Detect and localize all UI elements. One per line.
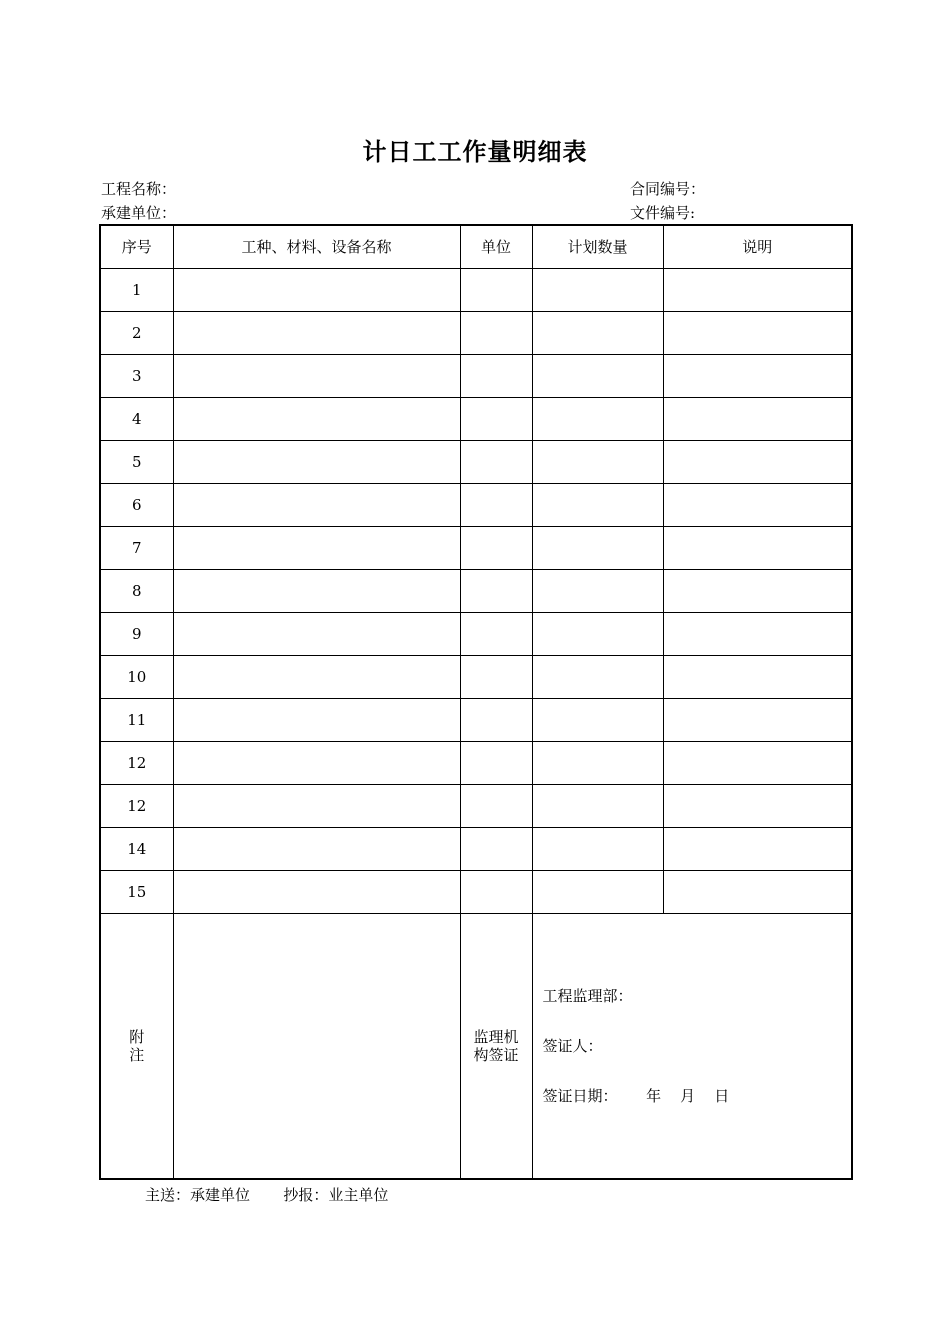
row-unit-cell[interactable] [460,441,532,484]
table-row [100,441,852,484]
row-planned-qty-cell[interactable] [532,613,663,656]
table-row [100,828,852,871]
supervision-dept-label: 工程监理部： [542,987,633,1005]
table-row [100,613,852,656]
header-planned-qty: 计划数量 [532,225,663,269]
row-seq-cell: 3 [100,355,173,398]
row-planned-qty-cell[interactable] [532,355,663,398]
row-seq-cell: 7 [100,527,173,570]
row-item-name-cell[interactable] [173,785,460,828]
row-seq-cell: 8 [100,570,173,613]
table-row [100,527,852,570]
document-title: 计日工工作量明细表 [362,138,588,166]
row-remarks-cell[interactable] [663,527,852,570]
row-remarks-cell[interactable] [663,355,852,398]
row-item-name-cell[interactable] [173,871,460,914]
table-row [100,656,852,699]
worklog-table [99,224,853,1180]
row-item-name-cell[interactable] [173,742,460,785]
row-remarks-cell[interactable] [663,699,852,742]
signer-label: 签证人： [542,1037,603,1055]
sign-date-label: 签证日期： 年 月 日 [542,1087,730,1105]
row-remarks-cell[interactable] [663,312,852,355]
row-unit-cell[interactable] [460,871,532,914]
row-remarks-cell[interactable] [663,742,852,785]
row-planned-qty-cell[interactable] [532,570,663,613]
row-seq-cell: 6 [100,484,173,527]
table-row [100,269,852,312]
row-unit-cell[interactable] [460,484,532,527]
table-row [100,742,852,785]
row-unit-cell[interactable] [460,570,532,613]
row-seq-cell: 2 [100,312,173,355]
row-seq-cell: 12 [100,742,173,785]
row-item-name-cell[interactable] [173,441,460,484]
row-planned-qty-cell[interactable] [532,269,663,312]
row-remarks-cell[interactable] [663,871,852,914]
row-unit-cell[interactable] [460,527,532,570]
row-remarks-cell[interactable] [663,785,852,828]
row-unit-cell[interactable] [460,699,532,742]
project-name-label: 工程名称： [101,180,177,198]
row-item-name-cell[interactable] [173,656,460,699]
row-remarks-cell[interactable] [663,441,852,484]
row-seq-cell: 11 [100,699,173,742]
notes-content[interactable] [173,914,460,1180]
row-seq-cell: 5 [100,441,173,484]
row-unit-cell[interactable] [460,656,532,699]
table-row [100,785,852,828]
row-unit-cell[interactable] [460,269,532,312]
row-seq-cell: 14 [100,828,173,871]
row-planned-qty-cell[interactable] [532,441,663,484]
notes-row [100,914,852,1180]
row-unit-cell[interactable] [460,828,532,871]
table-row [100,355,852,398]
row-item-name-cell[interactable] [173,613,460,656]
supervisor-label: 监理机 构签证 [460,914,532,1180]
row-seq-cell: 4 [100,398,173,441]
row-item-name-cell[interactable] [173,699,460,742]
row-seq-cell: 10 [100,656,173,699]
row-unit-cell[interactable] [460,312,532,355]
contract-no-label: 合同编号： [630,180,706,198]
header-remarks: 说明 [663,225,852,269]
row-item-name-cell[interactable] [173,570,460,613]
row-unit-cell[interactable] [460,742,532,785]
row-unit-cell[interactable] [460,355,532,398]
table-row [100,871,852,914]
row-unit-cell[interactable] [460,613,532,656]
row-item-name-cell[interactable] [173,484,460,527]
row-item-name-cell[interactable] [173,355,460,398]
row-seq-cell: 15 [100,871,173,914]
row-item-name-cell[interactable] [173,828,460,871]
row-planned-qty-cell[interactable] [532,828,663,871]
row-seq-cell: 9 [100,613,173,656]
table-row [100,398,852,441]
row-remarks-cell[interactable] [663,570,852,613]
table-row [100,570,852,613]
row-item-name-cell[interactable] [173,269,460,312]
row-item-name-cell[interactable] [173,312,460,355]
row-seq-cell: 1 [100,269,173,312]
notes-label: 附 注 [100,914,173,1180]
row-planned-qty-cell[interactable] [532,742,663,785]
row-item-name-cell[interactable] [173,398,460,441]
row-remarks-cell[interactable] [663,656,852,699]
file-no-label: 文件编号: [630,204,696,222]
contractor-label: 承建单位： [101,204,177,222]
row-planned-qty-cell[interactable] [532,785,663,828]
table-row [100,699,852,742]
footer-distribution: 主送：承建单位 抄报：业主单位 [145,1186,389,1204]
header-item-name: 工种、材料、设备名称 [173,225,460,269]
row-planned-qty-cell[interactable] [532,699,663,742]
header-unit: 单位 [460,225,532,269]
row-planned-qty-cell[interactable] [532,527,663,570]
row-planned-qty-cell[interactable] [532,398,663,441]
row-unit-cell[interactable] [460,398,532,441]
row-item-name-cell[interactable] [173,527,460,570]
table-row [100,484,852,527]
row-planned-qty-cell[interactable] [532,656,663,699]
row-remarks-cell[interactable] [663,613,852,656]
row-unit-cell[interactable] [460,785,532,828]
table-header-row [100,225,852,269]
header-seq: 序号 [100,225,173,269]
row-remarks-cell[interactable] [663,484,852,527]
row-remarks-cell[interactable] [663,269,852,312]
table-row [100,312,852,355]
row-planned-qty-cell[interactable] [532,484,663,527]
row-remarks-cell[interactable] [663,828,852,871]
signature-block [532,914,852,1180]
row-remarks-cell[interactable] [663,398,852,441]
row-seq-cell: 12 [100,785,173,828]
row-planned-qty-cell[interactable] [532,312,663,355]
row-planned-qty-cell[interactable] [532,871,663,914]
